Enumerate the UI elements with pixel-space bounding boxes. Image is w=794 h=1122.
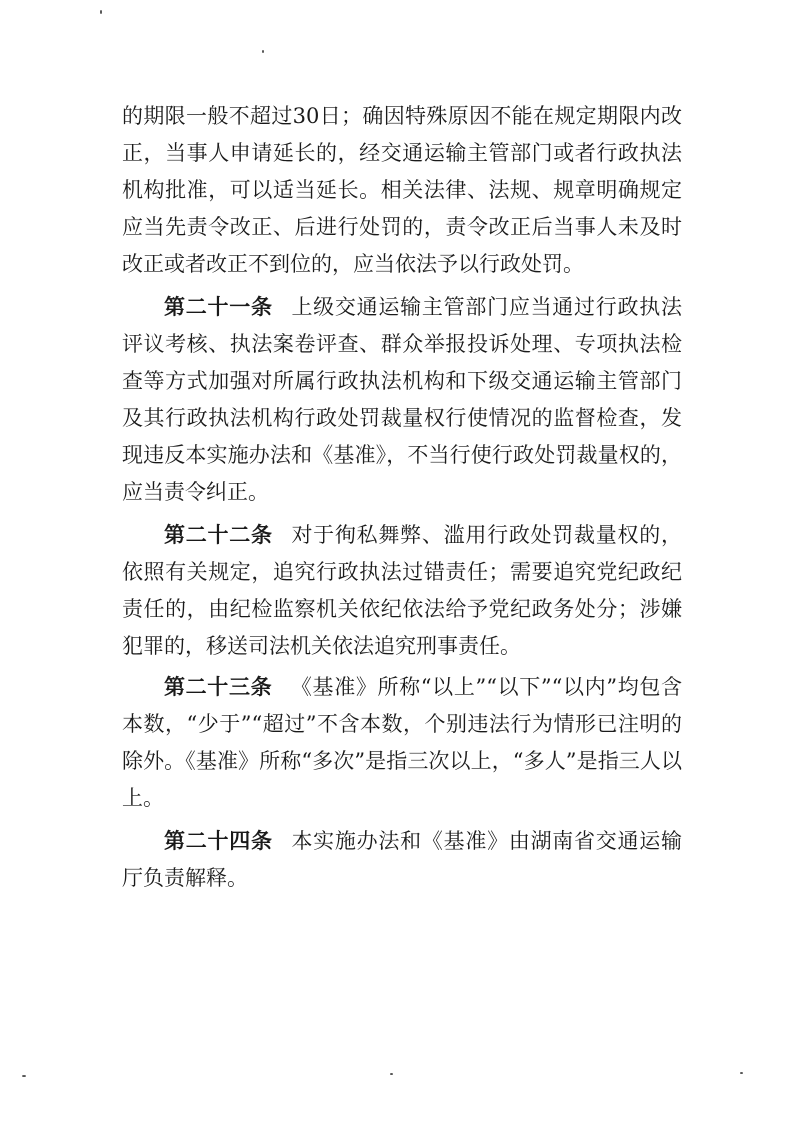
continuation-paragraph [122,98,682,283]
article-22-text: 对于徇私舞弊、滥用行政处罚裁量权的，依照有关规定，追究行政执法过错责任；需要追究党纪政纪责任的，由纪检监察机关依纪依法给予党纪政务处分；涉嫌犯罪的，移送司法机关依法追究刑事责任。 [122,523,683,658]
document-body [122,98,682,897]
article-24-number: 第二十四条 [164,829,273,853]
article-24-text: 本实施办法和《基准》由湖南省交通运输厅负责解释。 [122,829,683,890]
scan-speck [22,1075,26,1077]
article-22 [122,517,682,665]
article-21 [122,289,682,511]
scan-speck [390,1073,393,1075]
article-21-number: 第二十一条 [164,295,273,319]
article-23-number: 第二十三条 [164,675,273,699]
article-21-text: 上级交通运输主管部门应当通过行政执法评议考核、执法案卷评查、群众举报投诉处理、专项执法检查等方式加强对所属行政执法机构和下级交通运输主管部门及其行政执法机构行政处罚裁量权行使情况的监督检查，发现违反本实施办法和《基准》，不当行使行政处罚裁量权的，应当责令纠正。 [122,295,683,504]
article-23 [122,669,682,817]
article-23-text: 《基准》所称“以上”“以下”“以内”均包含本数，“少于”“超过”不含本数，个别违法行为情形已注明的除外。《基准》所称“多次”是指三次以上，“多人”是指三人以上。 [122,675,682,810]
article-22-number: 第二十二条 [164,523,273,547]
scan-speck [262,50,264,53]
article-24 [122,823,682,897]
scan-speck [740,1072,743,1074]
scan-speck [100,10,102,14]
continuation-text: 的期限一般不超过30日；确因特殊原因不能在规定期限内改正，当事人申请延长的，经交通运输主管部门或者行政执法机构批准，可以适当延长。相关法律、法规、规章明确规定应当先责令改正、后进行处罚的，责令改正后当事人未及时改正或者改正不到位的，应当依法予以行政处罚。 [122,104,682,276]
